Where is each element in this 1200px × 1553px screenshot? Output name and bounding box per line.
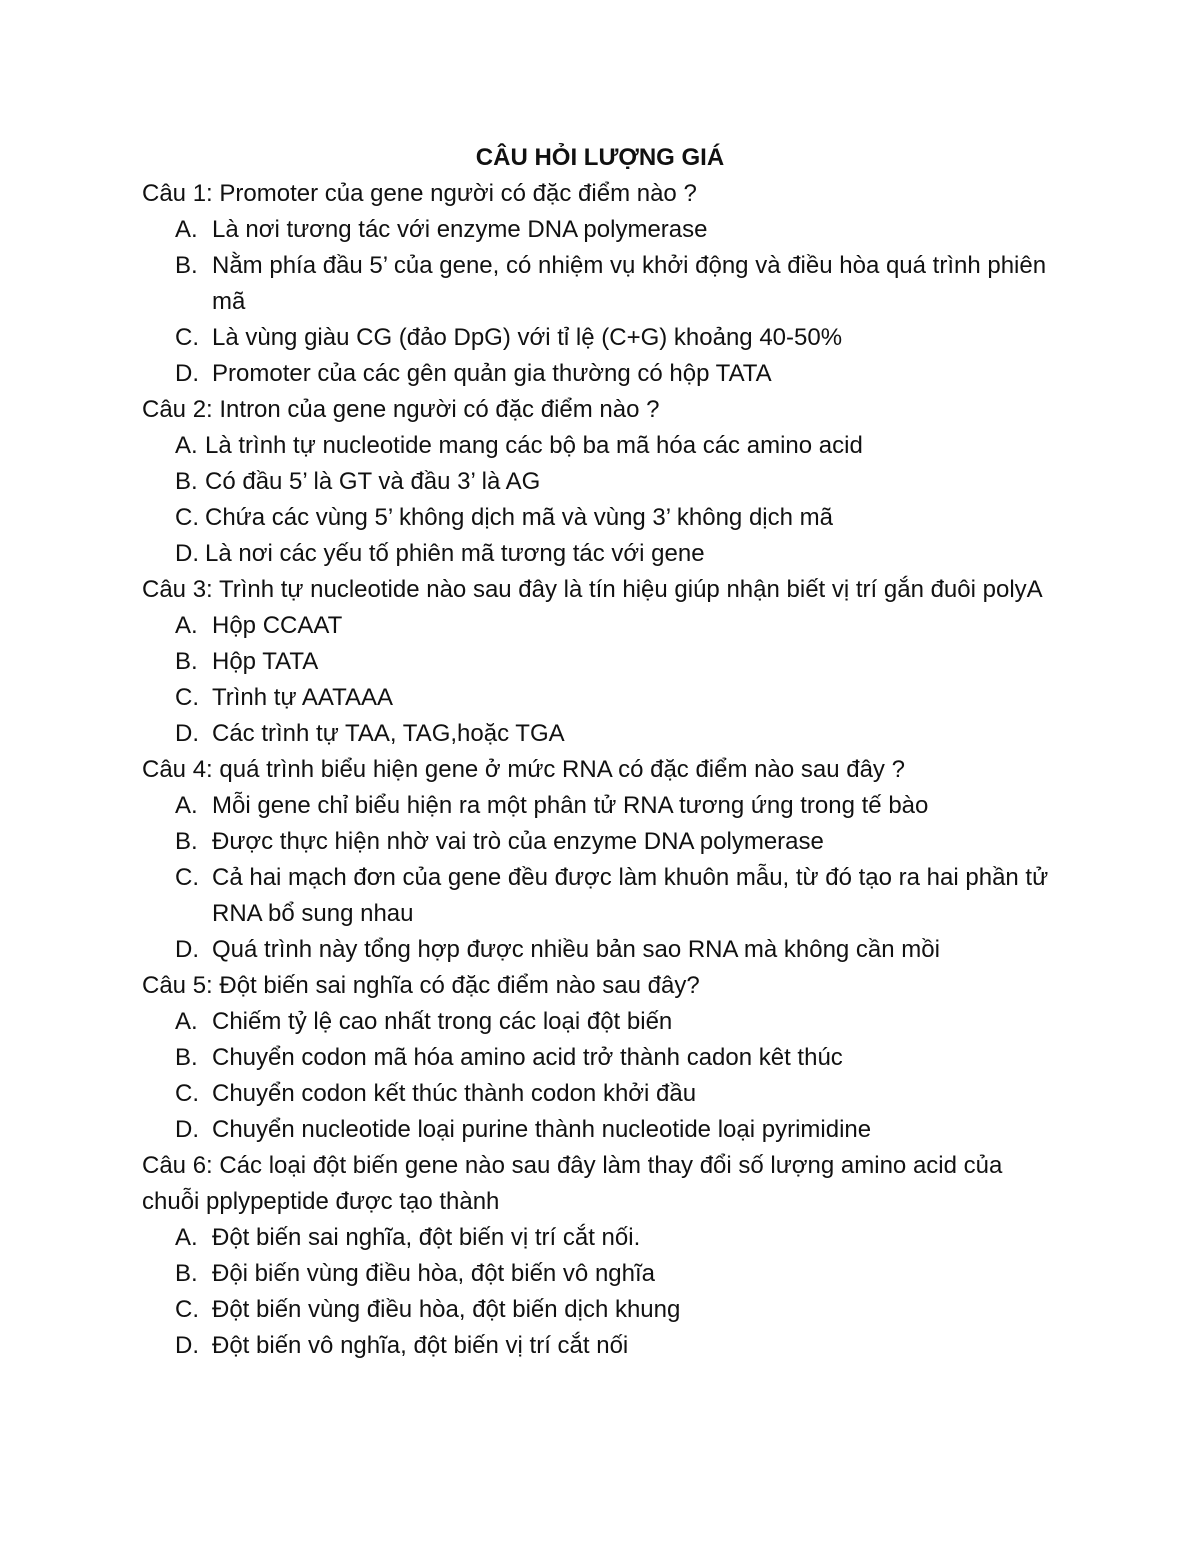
option-d [142, 716, 1062, 752]
option-c [142, 500, 1062, 536]
question-stem: Câu 1: Promoter của gene người có đặc điểm nào ? [142, 180, 697, 207]
option-text: Promoter của các gên quản gia thường có hộp TATA [212, 360, 772, 387]
option-c [142, 1292, 1062, 1328]
question-5 [142, 968, 1062, 1148]
option-text: Chuyển codon kết thúc thành codon khởi đầu [212, 1080, 697, 1107]
option-label: B. [175, 468, 198, 495]
option-text: Chuyển codon mã hóa amino acid trở thành cadon kêt thúc [212, 1044, 843, 1071]
option-label: D. [175, 360, 199, 387]
question-list [142, 176, 1062, 1364]
option-label: A. [175, 1008, 198, 1035]
option-a [142, 608, 1062, 644]
option-label: D. [175, 1116, 199, 1143]
option-b [142, 1256, 1062, 1292]
option-a [142, 1004, 1062, 1040]
option-text: Đột biến vô nghĩa, đột biến vị trí cắt nối [212, 1332, 629, 1359]
option-text: Mỗi gene chỉ biểu hiện ra một phân tử RNA tương ứng trong tế bào [212, 792, 929, 819]
option-label: B. [175, 252, 198, 279]
option-c [142, 680, 1062, 716]
option-b [142, 1040, 1062, 1076]
option-label: B. [175, 648, 198, 675]
option-d [142, 536, 1062, 572]
option-text: Hộp TATA [212, 648, 319, 675]
option-label: C. [175, 684, 199, 711]
option-text: Các trình tự TAA, TAG,hoặc TGA [212, 720, 565, 747]
question-4 [142, 752, 1062, 968]
option-label: D. [175, 1332, 199, 1359]
question-stem: Câu 5: Đột biến sai nghĩa có đặc điểm nào sau đây? [142, 972, 700, 999]
option-d [142, 932, 1062, 968]
option-text: Quá trình này tổng hợp được nhiều bản sao RNA mà không cần mồi [212, 936, 940, 963]
option-b [142, 644, 1062, 680]
option-label: C. [175, 1080, 199, 1107]
option-b [142, 248, 1062, 320]
option-b [142, 464, 1062, 500]
option-d [142, 1328, 1062, 1364]
option-text: Nằm phía đầu 5’ của gene, có nhiệm vụ khởi động và điều hòa quá trình phiên mã [212, 252, 1047, 315]
option-text: Chiếm tỷ lệ cao nhất trong các loại đột biến [212, 1008, 673, 1035]
option-text: Trình tự AATAAA [212, 684, 394, 711]
option-label: D. [175, 540, 199, 567]
option-label: B. [175, 1044, 198, 1071]
option-a [142, 788, 1062, 824]
question-stem: Câu 6: Các loại đột biến gene nào sau đây làm thay đổi số lượng amino acid của chuỗi pplypeptide được tạo thành [142, 1152, 1003, 1215]
option-d [142, 1112, 1062, 1148]
option-text: Chứa các vùng 5’ không dịch mã và vùng 3’ không dịch mã [205, 504, 833, 531]
page-title: CÂU HỎI LƯỢNG GIÁ [475, 144, 725, 171]
option-text: Đột biến sai nghĩa, đột biến vị trí cắt nối. [212, 1224, 641, 1251]
question-stem: Câu 3: Trình tự nucleotide nào sau đây là tín hiệu giúp nhận biết vị trí gắn đuôi polyA [142, 576, 1043, 603]
option-text: Là trình tự nucleotide mang các bộ ba mã hóa các amino acid [205, 432, 863, 459]
option-label: A. [175, 1224, 198, 1251]
option-b [142, 824, 1062, 860]
option-text: Có đầu 5’ là GT và đầu 3’ là AG [205, 468, 541, 495]
question-6 [142, 1148, 1062, 1364]
option-text: Đội biến vùng điều hòa, đột biến vô nghĩa [212, 1260, 656, 1287]
option-label: C. [175, 1296, 199, 1323]
option-label: C. [175, 324, 199, 351]
option-c [142, 320, 1062, 356]
question-2 [142, 392, 1062, 572]
option-text: Hộp CCAAT [212, 612, 343, 639]
question-stem: Câu 4: quá trình biểu hiện gene ở mức RNA có đặc điểm nào sau đây ? [142, 756, 905, 783]
option-label: D. [175, 936, 199, 963]
option-a [142, 1220, 1062, 1256]
option-a [142, 428, 1062, 464]
option-label: A. [175, 432, 198, 459]
question-3 [142, 572, 1062, 752]
option-text: Là vùng giàu CG (đảo DpG) với tỉ lệ (C+G) khoảng 40-50% [212, 324, 843, 351]
option-label: C. [175, 504, 199, 531]
option-text: Là nơi các yếu tố phiên mã tương tác với gene [205, 540, 705, 567]
option-text: Là nơi tương tác với enzyme DNA polymerase [212, 216, 708, 243]
option-c [142, 860, 1062, 932]
option-label: A. [175, 792, 198, 819]
option-text: Được thực hiện nhờ vai trò của enzyme DNA polymerase [212, 828, 824, 855]
question-1 [142, 176, 1062, 392]
option-a [142, 212, 1062, 248]
option-label: D. [175, 720, 199, 747]
option-label: A. [175, 612, 198, 639]
option-label: B. [175, 828, 198, 855]
option-text: Chuyển nucleotide loại purine thành nucleotide loại pyrimidine [212, 1116, 872, 1143]
option-label: C. [175, 864, 199, 891]
option-label: B. [175, 1260, 198, 1287]
question-stem: Câu 2: Intron của gene người có đặc điểm nào ? [142, 396, 660, 423]
option-label: A. [175, 216, 198, 243]
option-text: Cả hai mạch đơn của gene đều được làm khuôn mẫu, từ đó tạo ra hai phần tử RNA bổ sung nhau [212, 864, 1049, 927]
option-d [142, 356, 1062, 392]
option-c [142, 1076, 1062, 1112]
option-text: Đột biến vùng điều hòa, đột biến dịch khung [212, 1296, 681, 1323]
